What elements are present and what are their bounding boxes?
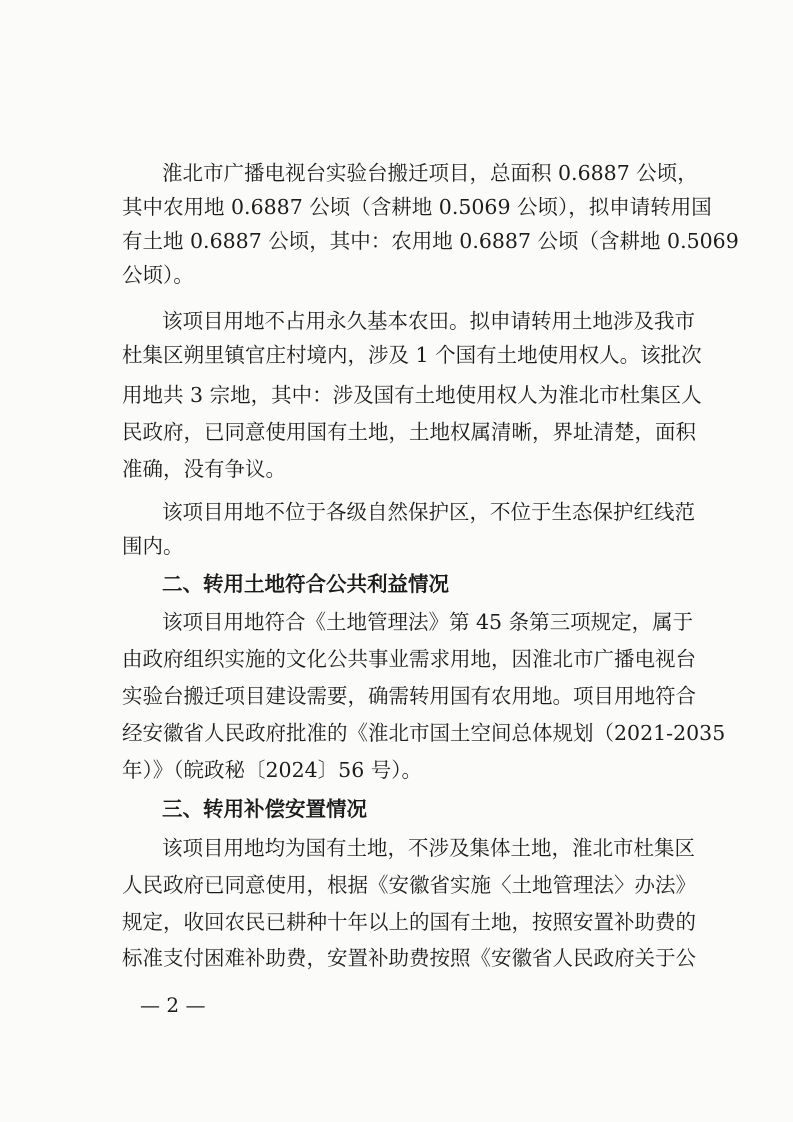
line-text: 该项目用地不占用永久基本农田。拟申请转用土地涉及我市	[162, 309, 695, 333]
paragraph-line	[0, 337, 793, 373]
line-text: 民政府，已同意使用国有土地，土地权属清晰，界址清楚，面积	[122, 420, 696, 444]
line-text: 年）》（皖政秘〔2024〕56 号）。	[122, 758, 423, 782]
line-text: 该项目用地符合《土地管理法》第 45 条第三项规定，属于	[162, 610, 694, 634]
line-text: 标准支付困难补助费，安置补助费按照《安徽省人民政府关于公	[122, 946, 696, 970]
paragraph-line	[0, 940, 793, 976]
line-text: 实验台搬迁项目建设需要，确需转用国有农用地。项目用地符合	[122, 684, 696, 708]
page-number: — 2 —	[140, 993, 206, 1017]
line-text: 用地共 3 宗地，其中：涉及国有土地使用权人为淮北市杜集区人	[122, 383, 702, 407]
paragraph-line	[0, 189, 793, 225]
line-text: 准确，没有争议。	[122, 457, 286, 481]
paragraph-line	[0, 257, 793, 293]
line-text: 其中农用地 0.6887 公顷（含耕地 0.5069 公顷），拟申请转用国	[122, 195, 712, 219]
section-heading	[0, 566, 793, 602]
paragraph-line	[0, 678, 793, 714]
paragraph-line	[0, 494, 793, 530]
line-text: 由政府组织实施的文化公共事业需求用地，因淮北市广播电视台	[122, 647, 696, 671]
heading-text: 三、转用补偿安置情况	[162, 797, 367, 821]
line-text: 公顷）。	[122, 263, 194, 287]
section-heading	[0, 791, 793, 827]
paragraph-line	[0, 155, 793, 191]
line-text: 人民政府已同意使用，根据《安徽省实施〈土地管理法〉办法》	[122, 873, 696, 897]
line-text: 经安徽省人民政府批准的《淮北市国土空间总体规划（2021-2035	[122, 721, 726, 745]
line-text: 规定，收回农民已耕种十年以上的国有土地，按照安置补助费的	[122, 910, 696, 934]
line-text: 该项目用地不位于各级自然保护区，不位于生态保护红线范	[162, 500, 695, 524]
line-text: 淮北市广播电视台实验台搬迁项目，总面积 0.6887 公顷，	[162, 161, 698, 185]
paragraph-line	[0, 867, 793, 903]
paragraph-line	[0, 904, 793, 940]
line-text: 有土地 0.6887 公顷，其中：农用地 0.6887 公顷（含耕地 0.5069	[122, 229, 739, 253]
line-text: 该项目用地均为国有土地，不涉及集体土地，淮北市杜集区	[162, 836, 695, 860]
paragraph-line	[0, 377, 793, 413]
paragraph-line	[0, 451, 793, 487]
paragraph-line	[0, 303, 793, 339]
paragraph-line	[0, 641, 793, 677]
paragraph-line	[0, 830, 793, 866]
paragraph-line	[0, 604, 793, 640]
line-text: 围内。	[122, 534, 184, 558]
paragraph-line	[0, 528, 793, 564]
paragraph-line	[0, 223, 793, 259]
heading-text: 二、转用土地符合公共利益情况	[162, 572, 449, 596]
paragraph-line	[0, 715, 793, 751]
paragraph-line	[0, 752, 793, 788]
paragraph-line	[0, 414, 793, 450]
line-text: 杜集区朔里镇官庄村境内，涉及 1 个国有土地使用权人。该批次	[122, 343, 702, 367]
